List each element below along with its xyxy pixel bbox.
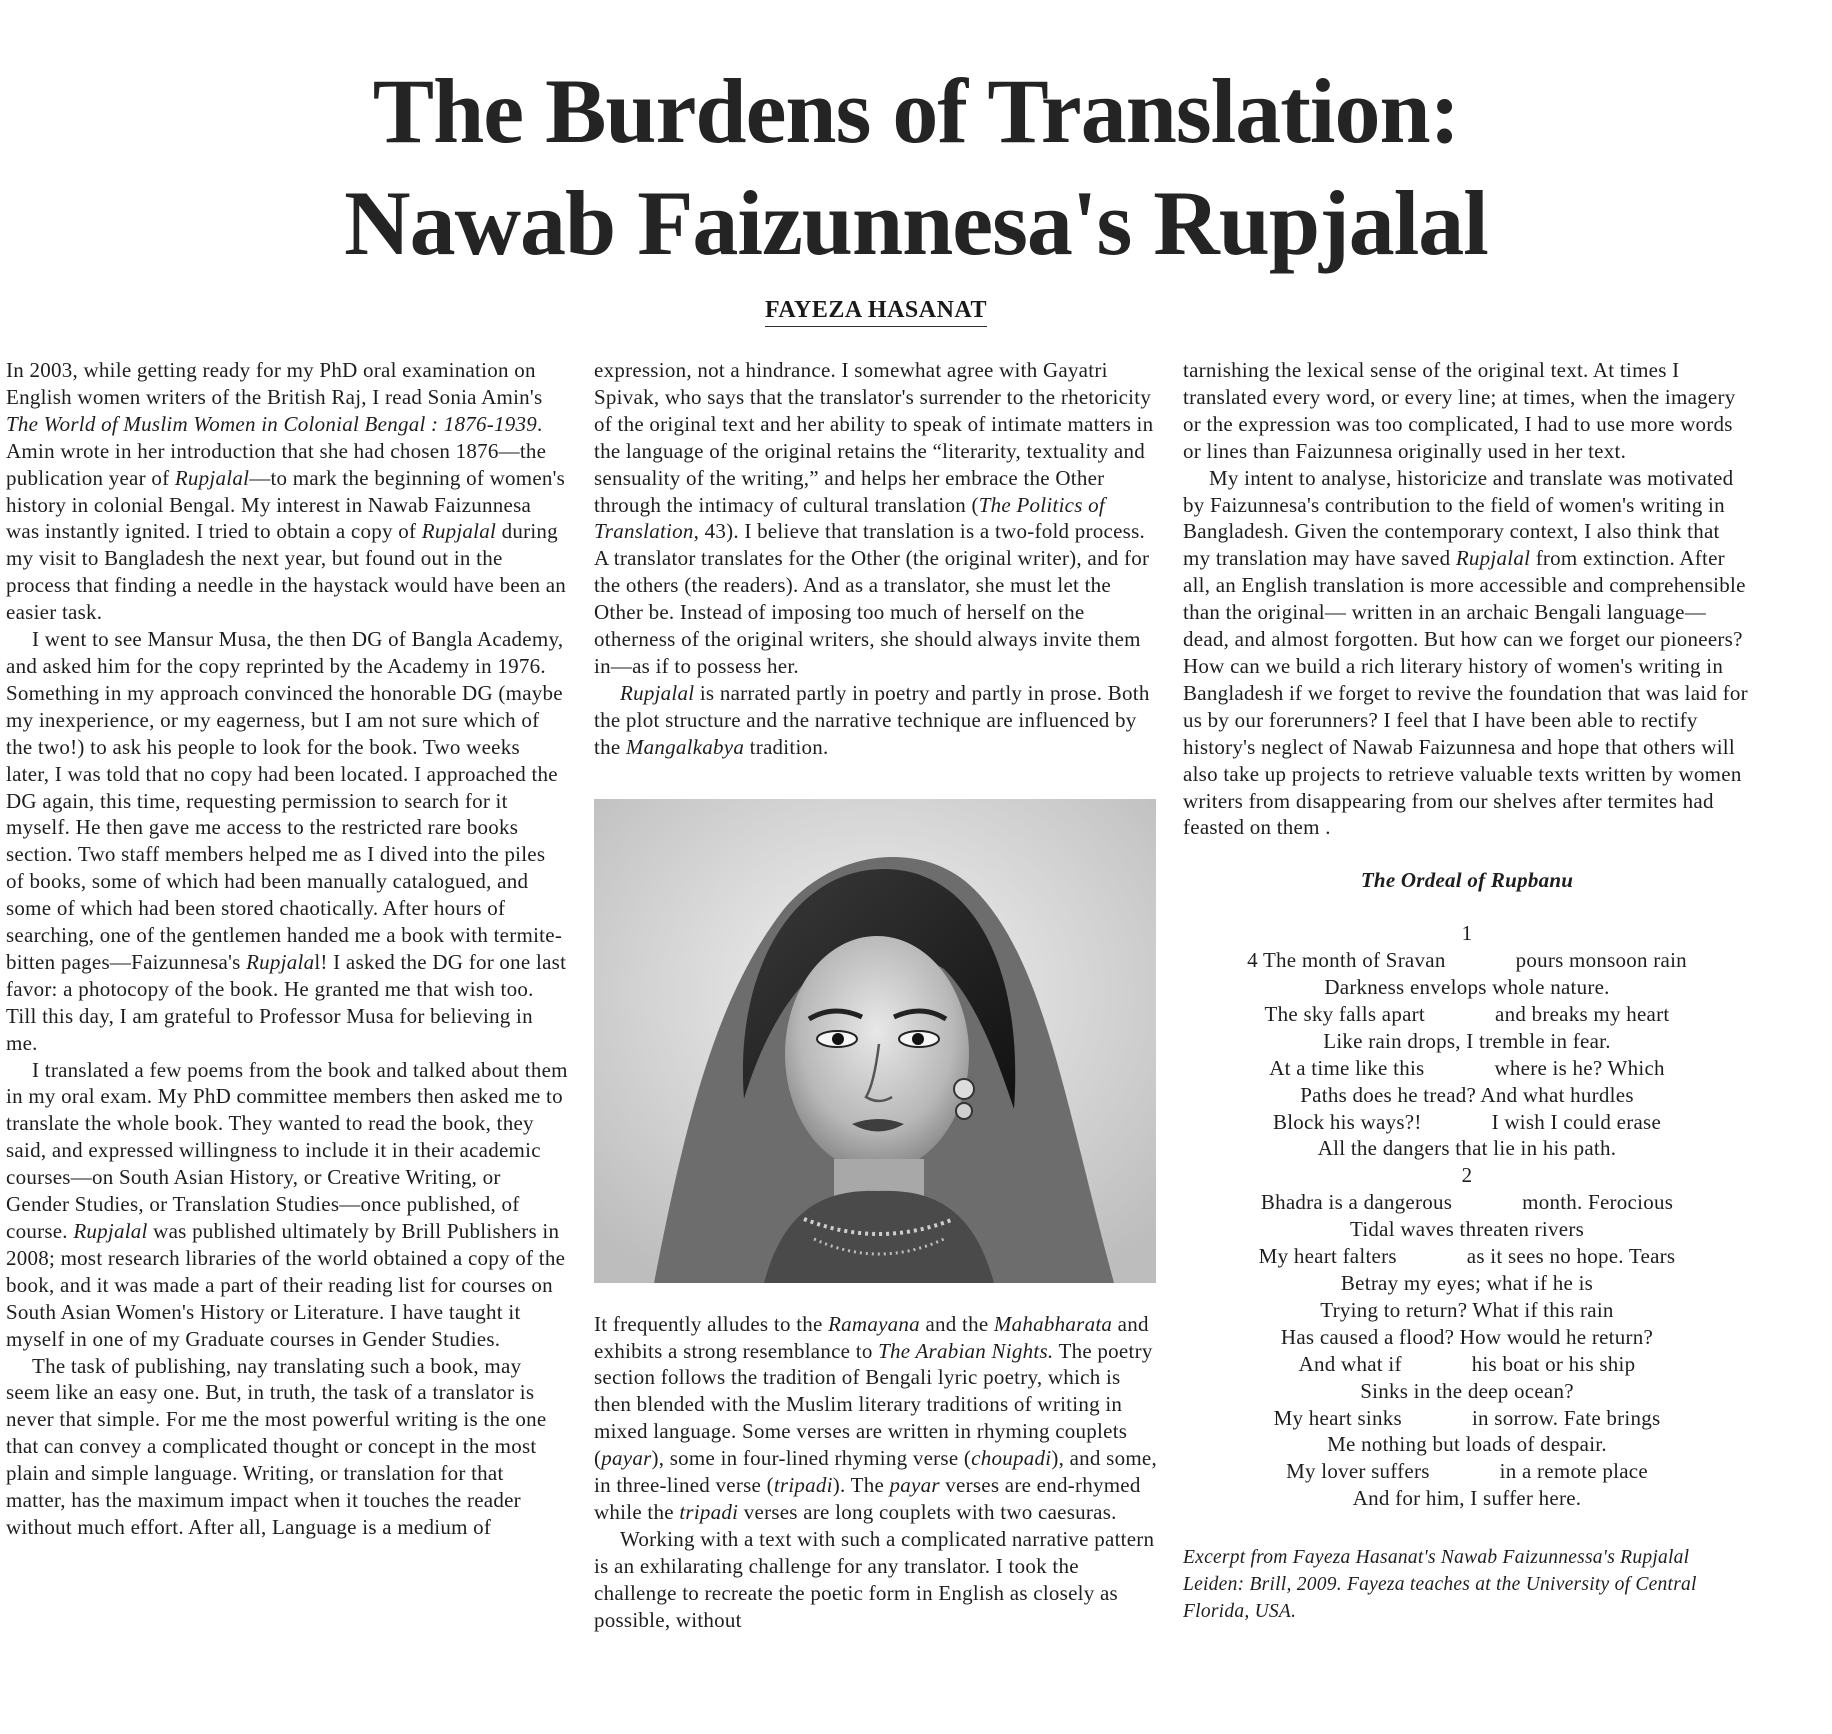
paragraph: tarnishing the lexical sense of the original text. At times I translated every word, or every line; at times, when the imagery or the expression was too complicated, I had to use more words or lines than Faizunnesa originally used in her text. [1183,358,1736,463]
poem-line: At a time like this where is he? Which [1269,1055,1665,1080]
poem-line: Trying to return? What if this rain [1320,1297,1614,1322]
poem-title: The Ordeal of Rupbanu [1360,868,1574,893]
paragraph: It frequently alludes to the Ramayana and the Mahabharata and exhibits a strong resemblance to The Arabian Nights. The poetry section follows the tradition of Bengali lyric poetry, which is then blended with the Muslim literary traditions of writing in mixed language. Some verses are written in rhyming couplets (payar), some in four-lined rhyming verse (choupadi), and some, in three-lined verse (tripadi). The payar verses are end-rhymed while the tripadi verses are long couplets with two caesuras. [594,1311,1157,1524]
article-title-line-2: Nawab Faizunnesa's Rupjalal [344,172,1488,274]
poem-line: My heart falters as it sees no hope. Tears [1258,1244,1676,1269]
article-title [0,55,1832,279]
poem-line: Block his ways?! I wish I could erase [1272,1109,1662,1134]
portrait-illustration [594,799,1156,1283]
poem-line: My lover suffers in a remote place [1286,1459,1648,1484]
poem-line: Paths does he tread? And what hurdles [1300,1082,1634,1107]
paragraph: I went to see Mansur Musa, the then DG of Bangla Academy, and asked him for the copy reprinted by the Academy in 1976. Something in my approach convinced the honorable DG (maybe my inexperience, or my eagerness, but I am not sure which of the two!) to ask his people to look for the book. Two weeks later, I was told that no copy had been located. I approached the DG again, this time, requesting permission to search for it myself. He then gave me access to the restricted rare books section. Two staff members helped me as I dived into the piles of books, some of which had been manually catalogued, and some of which had been stored chaotically. After hours of searching, one of the gentlemen handed me a book with termite-bitten pages—Faizunnesa's Rupjalal! I asked the DG for one last favor: a photocopy of the book. He granted me that wish too. Till this day, I am grateful to Professor Musa for believing in me. [6,627,567,1055]
poem-line: The sky falls apart and breaks my heart [1264,1001,1670,1026]
poem-line: Has caused a flood? How would he return? [1280,1324,1654,1349]
stanza-2 [1183,1189,1751,1512]
poem-line: And for him, I suffer here. [1352,1486,1582,1511]
poem-line: Sinks in the deep ocean? [1360,1378,1574,1403]
poem-line: Darkness envelops whole nature. [1324,975,1610,1000]
column-3 [1183,357,1751,1734]
poem-line: And what if his boat or his ship [1298,1351,1636,1376]
author-name: FAYEZA HASANAT [765,297,987,327]
poem-line: Me nothing but loads of despair. [1327,1432,1607,1457]
excerpt-credit: Excerpt from Fayeza Hasanat's Nawab Faizunnessa's Rupjalal Leiden: Brill, 2009. Fayeza teaches at the University of Central Florida, USA. [1183,1547,1697,1623]
poem-line: Bhadra is a dangerous month. Ferocious [1260,1190,1674,1215]
poem-line: All the dangers that lie in his path. [1317,1136,1617,1161]
poem [1183,920,1751,1512]
paragraph: Rupjalal is narrated partly in poetry and partly in prose. Both the plot structure and the narrative technique are influenced by the Mangalkabya tradition. [594,680,1150,759]
paragraph: My intent to analyse, historicize and translate was motivated by Faizunnesa's contribution to the field of women's writing in Bangladesh. Given the contemporary context, I also think that my translation may have saved Rupjalal from extinction. After all, an English translation is more accessible and comprehensible than the original— written in an archaic Bengali language— dead, and almost forgotten. But how can we forget our pioneers? How can we build a rich literary history of women's writing in Bangladesh if we forget to revive the foundation that was laid for us by our forerunners? I feel that I have been able to rectify history's neglect of Nawab Faizunnesa and hope that others will also take up projects to retrieve valuable texts written by women writers from disappearing from our shelves after termites had feasted on them . [1183,465,1748,840]
article-title-line-1: The Burdens of Translation: [372,60,1460,162]
poem-line: Tidal waves threaten rivers [1350,1217,1584,1242]
poem-line: Betray my eyes; what if he is [1340,1271,1594,1295]
paragraph: I translated a few poems from the book and talked about them in my oral exam. My PhD committee members then asked me to translate the whole book. They wanted to read the book, they said, and expressed willingness to include it in their academic courses—on South Asian History, or Creative Writing, or Gender Studies, or Translation Studies—once published, of course. Rupjalal was published ultimately by Brill Publishers in 2008; most research libraries of the world obtained a copy of the book, and it was made a part of their reading list for courses on South Asian Women's History or Literature. I have taught it myself in one of my Graduate courses in Gender Studies. [6,1057,568,1351]
poem-line: 4 The month of Sravan pours monsoon rain [1247,948,1687,973]
paragraph: expression, not a hindrance. I somewhat agree with Gayatri Spivak, who says that the translator's surrender to the rhetoricity of the original text and her ability to speak of intimate matters in the language of the original retains the “literarity, textuality and sensuality of the writing,” and helps her embrace the Other through the intimacy of cultural translation (The Politics of Translation, 43). I believe that translation is a two-fold process. A translator translates for the Other (the original writer), and for the others (the readers). And as a translator, she must let the Other be. Instead of imposing too much of herself on the otherness of the original writers, she should always invite them in—as if to possess her. [594,358,1154,678]
stanza-1 [1183,947,1751,1162]
column-1 [6,357,568,1734]
byline [0,297,1752,327]
poem-line: Like rain drops, I tremble in fear. [1323,1028,1611,1053]
paragraph: In 2003, while getting ready for my PhD oral examination on English women writers of the British Raj, I read Sonia Amin's The World of Muslim Women in Colonial Bengal : 1876-1939. Amin wrote in her introduction that she had chosen 1876—the publication year of Rupjalal—to mark the beginning of women's history in colonial Bengal. My interest in Nawab Faizunnesa was instantly ignited. I tried to obtain a copy of Rupjalal during my visit to Bangladesh the next year, but found out in the process that finding a needle in the haystack would have been an easier task. [6,358,567,625]
paragraph: Working with a text with such a complicated narrative pattern is an exhilarating challenge for any translator. I took the challenge to recreate the poetic form in English as closely as possible, without [594,1526,1155,1632]
stanza-number: 2 [1461,1163,1473,1188]
column-2 [594,357,1162,1734]
stanza-number: 1 [1461,921,1473,946]
poem-line: My heart sinks in sorrow. Fate brings [1273,1405,1661,1430]
paragraph: The task of publishing, nay translating such a book, may seem like an easy one. But, in truth, the task of a translator is never that simple. For me the most powerful writing is the one that can convey a complicated thought or concept in the most plain and simple language. Writing, or translation for that matter, has the maximum impact when it touches the reader without much effort. After all, Language is a medium of [6,1353,547,1539]
